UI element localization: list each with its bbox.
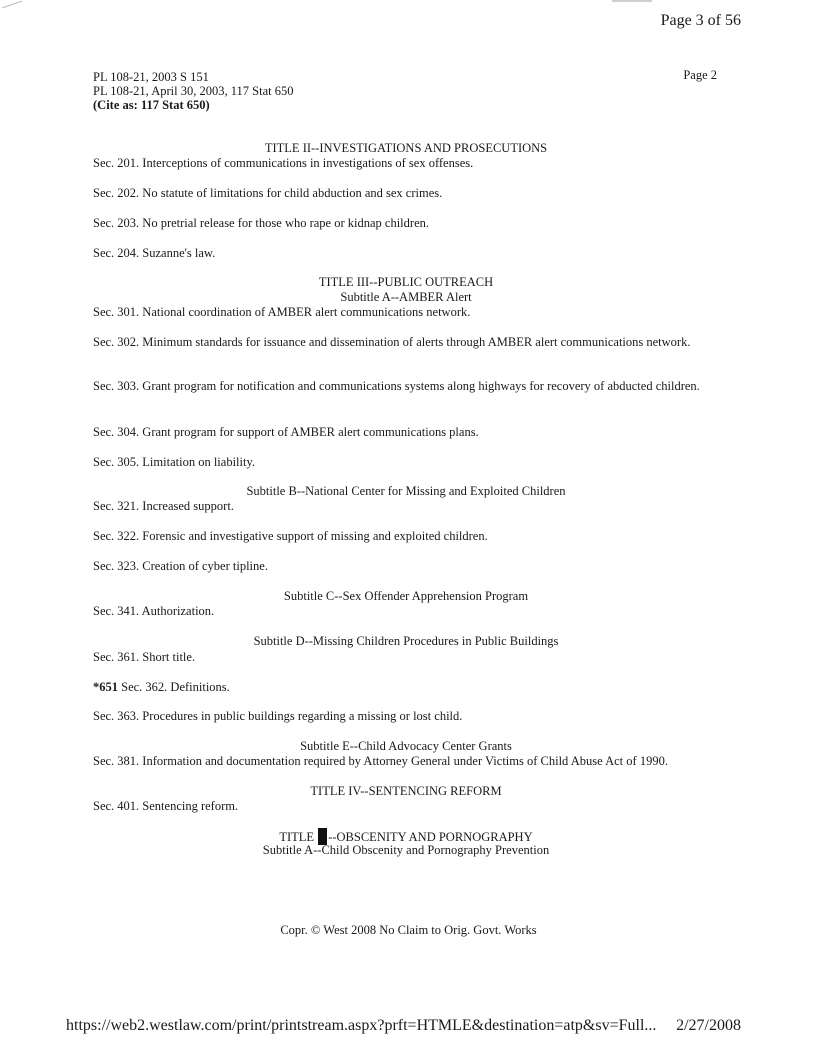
subtitle-d-heading: Subtitle D--Missing Children Procedures in Public Buildings xyxy=(253,634,559,648)
header-citation: (Cite as: 117 Stat 650) xyxy=(93,98,210,112)
title-v-prefix: TITLE xyxy=(279,830,318,844)
sec-202: Sec. 202. No statute of limitations for child abduction and sex crimes. xyxy=(93,186,443,200)
sec-323: Sec. 323. Creation of cyber tipline. xyxy=(93,559,268,573)
sec-301: Sec. 301. National coordination of AMBER alert communications network. xyxy=(93,305,471,319)
sec-302: Sec. 302. Minimum standards for issuance and dissemination of alerts through AMBER alert communications network. xyxy=(93,335,691,349)
title-iv-heading: TITLE IV--SENTENCING REFORM xyxy=(310,784,502,798)
star-page-marker: *651 xyxy=(93,680,118,694)
sec-305: Sec. 305. Limitation on liability. xyxy=(93,455,256,469)
sec-341: Sec. 341. Authorization. xyxy=(93,604,215,618)
title-iii-heading: TITLE III--PUBLIC OUTREACH xyxy=(318,275,494,289)
doc-page-label: Page 2 xyxy=(683,68,717,82)
sec-362-line xyxy=(93,680,230,695)
title-v-subtitle-a: Subtitle A--Child Obscenity and Pornography Prevention xyxy=(262,843,550,857)
print-url: https://web2.westlaw.com/print/printstream.aspx?prft=HTMLE&destination=atp&sv=Full... xyxy=(66,1017,657,1034)
header-line-2: PL 108-21, April 30, 2003, 117 Stat 650 xyxy=(93,84,294,98)
sec-204: Sec. 204. Suzanne's law. xyxy=(93,246,216,260)
sec-304: Sec. 304. Grant program for support of AMBER alert communications plans. xyxy=(93,425,479,439)
sec-203: Sec. 203. No pretrial release for those who rape or kidnap children. xyxy=(93,216,429,230)
sec-381: Sec. 381. Information and documentation required by Attorney General under Victims of Child Abuse Act of 1990. xyxy=(93,754,668,768)
browser-page-count: Page 3 of 56 xyxy=(660,12,741,29)
sec-361: Sec. 361. Short title. xyxy=(93,650,196,664)
sec-321: Sec. 321. Increased support. xyxy=(93,499,234,513)
copyright-notice: Copr. © West 2008 No Claim to Orig. Govt. Works xyxy=(280,923,537,937)
scan-top-line xyxy=(612,0,652,2)
sec-303: Sec. 303. Grant program for notification and communications systems along highways for recovery of abducted children. xyxy=(93,379,700,393)
sec-322: Sec. 322. Forensic and investigative support of missing and exploited children. xyxy=(93,529,488,543)
subtitle-c-heading: Subtitle C--Sex Offender Apprehension Program xyxy=(283,589,529,603)
subtitle-e-heading: Subtitle E--Child Advocacy Center Grants xyxy=(300,739,512,753)
subtitle-a-amber: Subtitle A--AMBER Alert xyxy=(340,290,472,304)
print-date: 2/27/2008 xyxy=(676,1017,741,1034)
sec-201: Sec. 201. Interceptions of communications in investigations of sex offenses. xyxy=(93,156,474,170)
sec-362: Sec. 362. Definitions. xyxy=(118,680,230,694)
header-line-1: PL 108-21, 2003 S 151 xyxy=(93,70,209,84)
title-ii-heading: TITLE II--INVESTIGATIONS AND PROSECUTIONS xyxy=(264,141,548,155)
subtitle-b-heading: Subtitle B--National Center for Missing and Exploited Children xyxy=(246,484,566,498)
scan-corner-mark xyxy=(0,0,40,10)
sec-363: Sec. 363. Procedures in public buildings regarding a missing or lost child. xyxy=(93,709,463,723)
title-v-suffix: --OBSCENITY AND PORNOGRAPHY xyxy=(328,830,533,844)
sec-401: Sec. 401. Sentencing reform. xyxy=(93,799,239,813)
